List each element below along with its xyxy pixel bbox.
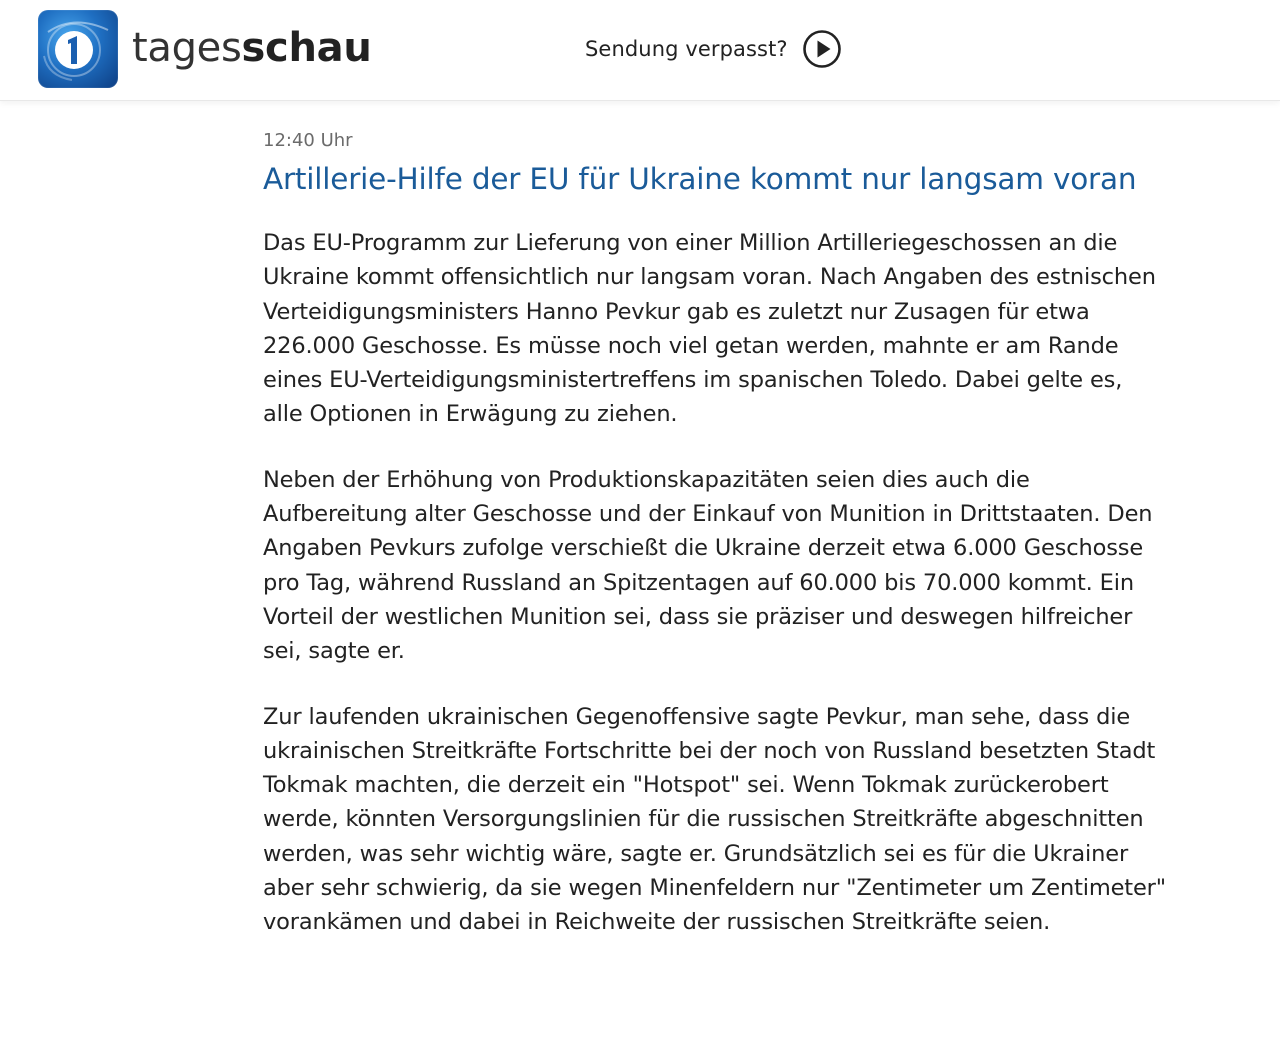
article-paragraph: Zur laufenden ukrainischen Gegenoffensive sagte Pevkur, man sehe, dass die ukrainischen Streitkräfte Fortschritte bei der noch von Russland besetzten Stadt Tokmak machten, die derzeit ein "Hotspot" sei. Wenn Tokmak zurückerobert werde, könnten Versorgungslinien für die russischen Streitkräfte abgeschnitten werden, was sehr wichtig wäre, sagte er. Grundsätzlich sei es für die Ukrainer aber sehr schwierig, da sie wegen Minenfeldern nur "Zentimeter um Zentimeter" vorankämen und dabei in Reichweite der russischen Streitkräfte seien.: [263, 703, 1166, 936]
missed-broadcast-link[interactable]: [585, 28, 842, 70]
brand-wordmark[interactable]: [132, 22, 372, 74]
article-timestamp: 12:40 Uhr: [263, 130, 353, 151]
brand-bold: schau: [241, 25, 372, 71]
article-paragraph: Das EU-Programm zur Lieferung von einer Million Artilleriegeschossen an die Ukraine kommt offensichtlich nur langsam voran. Nach Angaben des estnischen Verteidigungsministers Hanno Pevkur gab es zuletzt nur Zusagen für etwa 226.000 Geschosse. Es müsse noch viel getan werden, mahnte er am Rande eines EU-Verteidigungsministertreffens im spanischen Toledo. Dabei gelte es, alle Optionen in Erwägung zu ziehen.: [263, 230, 1156, 428]
missed-broadcast-label: Sendung verpasst?: [585, 37, 788, 61]
play-circle-icon[interactable]: [802, 29, 842, 69]
article: [263, 128, 1168, 940]
brand-regular: tages: [132, 25, 242, 71]
article-paragraph: Neben der Erhöhung von Produktionskapazitäten seien dies auch die Aufbereitung alter Geschosse und der Einkauf von Munition in Drittstaaten. Den Angaben Pevkurs zufolge verschießt die Ukraine derzeit etwa 6.000 Geschosse pro Tag, während Russland an Spitzentagen auf 60.000 bis 70.000 kommt. Ein Vorteil der westlichen Munition sei, dass sie präziser und deswegen hilfreicher sei, sagte er.: [263, 466, 1153, 665]
das-erste-logo-icon[interactable]: [38, 10, 118, 88]
site-header: [0, 0, 1280, 101]
article-headline: Artillerie-Hilfe der EU für Ukraine kommt nur langsam voran: [263, 162, 1137, 196]
